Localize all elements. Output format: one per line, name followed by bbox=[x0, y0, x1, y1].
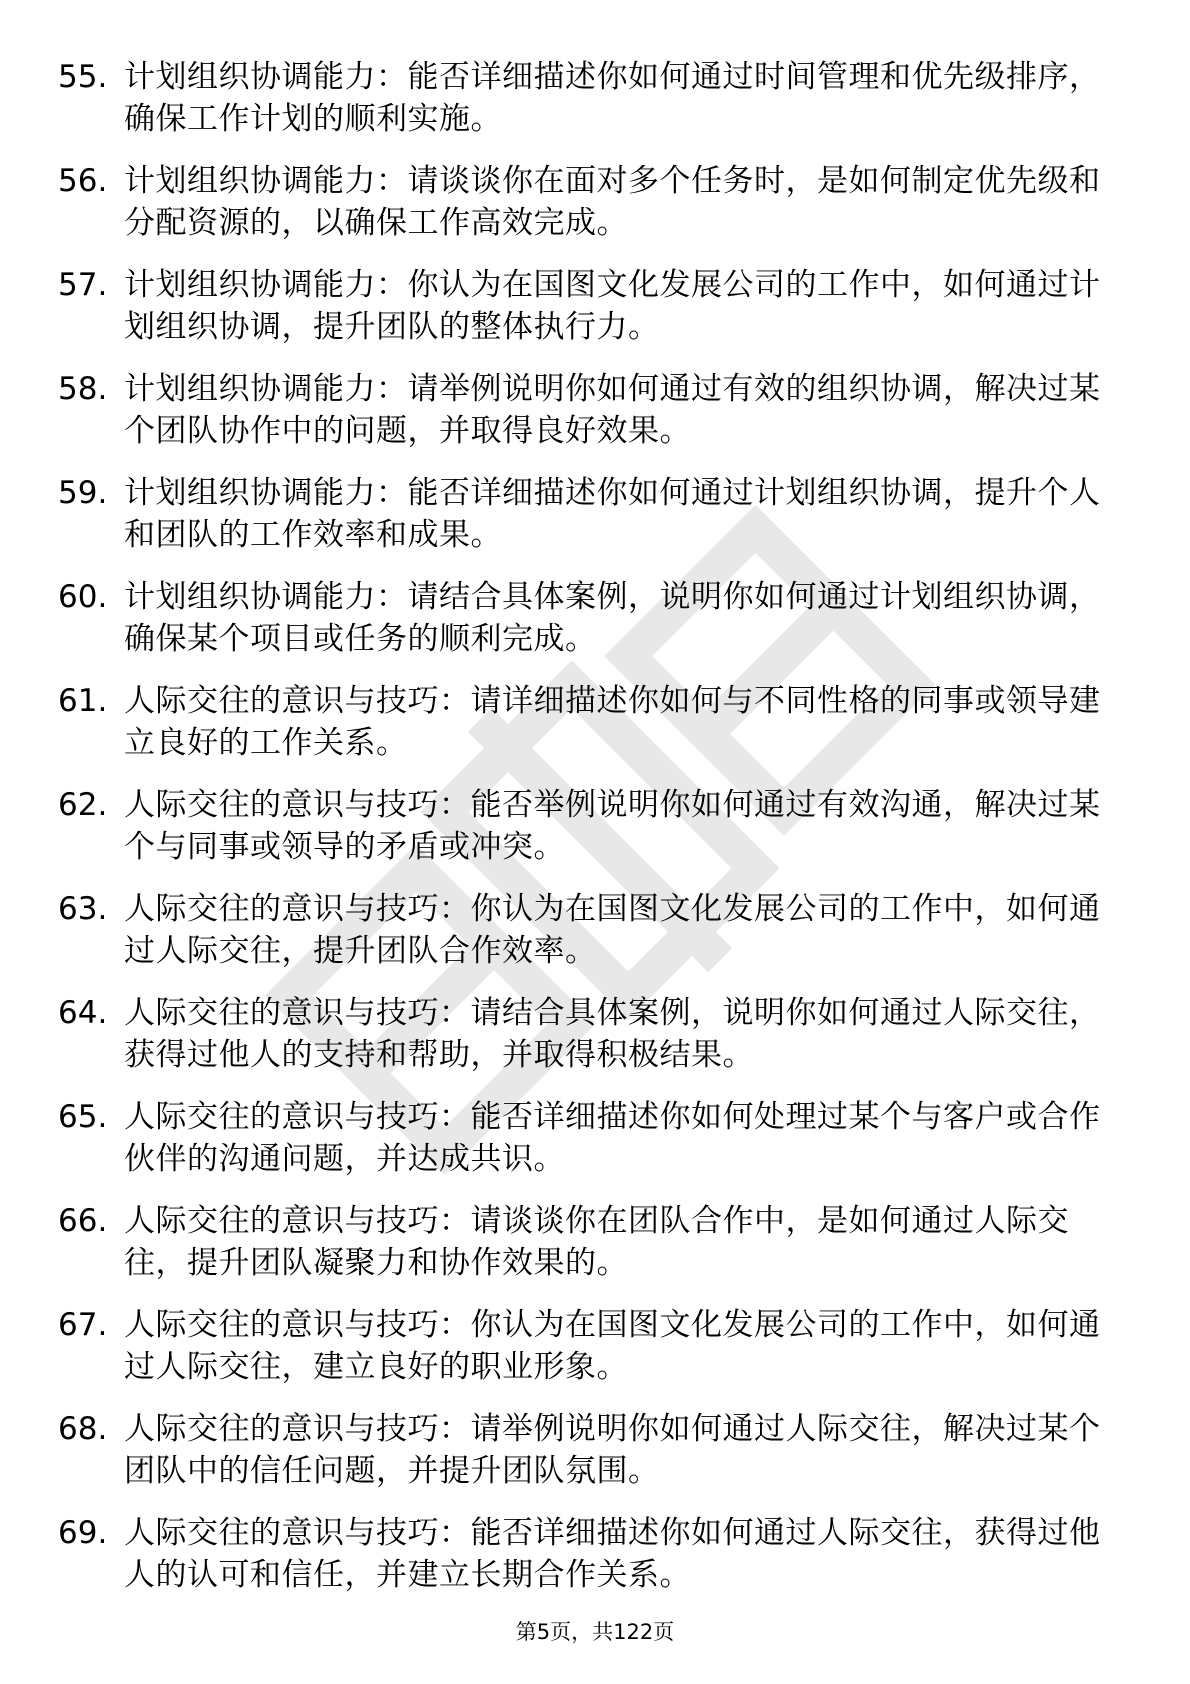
question-item bbox=[58, 368, 1110, 472]
question-number: 68. bbox=[58, 1411, 108, 1447]
question-number: 57. bbox=[58, 267, 108, 303]
question-list bbox=[58, 56, 1110, 1616]
question-item bbox=[58, 1200, 1110, 1304]
question-item bbox=[58, 576, 1110, 680]
question-number: 66. bbox=[58, 1203, 108, 1239]
question-item bbox=[58, 888, 1110, 992]
question-number: 65. bbox=[58, 1099, 108, 1135]
question-item bbox=[58, 1304, 1110, 1408]
question-item bbox=[58, 992, 1110, 1096]
question-text: 人际交往的意识与技巧：请谈谈你在团队合作中，是如何通过人际交往，提升团队凝聚力和协作效果的。 bbox=[124, 1203, 1069, 1281]
question-item bbox=[58, 680, 1110, 784]
question-number: 64. bbox=[58, 995, 108, 1031]
question-text: 人际交往的意识与技巧：请结合具体案例，说明你如何通过人际交往，获得过他人的支持和帮助，并取得积极结果。 bbox=[124, 995, 1101, 1073]
question-text: 计划组织协调能力：请举例说明你如何通过有效的组织协调，解决过某个团队协作中的问题，并取得良好效果。 bbox=[124, 371, 1101, 449]
question-item bbox=[58, 56, 1110, 160]
question-text: 计划组织协调能力：你认为在国图文化发展公司的工作中，如何通过计划组织协调，提升团队的整体执行力。 bbox=[124, 267, 1101, 345]
question-item bbox=[58, 1096, 1110, 1200]
question-text: 计划组织协调能力：能否详细描述你如何通过计划组织协调，提升个人和团队的工作效率和成果。 bbox=[124, 475, 1101, 553]
question-number: 55. bbox=[58, 59, 108, 95]
question-text: 计划组织协调能力：请谈谈你在面对多个任务时，是如何制定优先级和分配资源的，以确保工作高效完成。 bbox=[124, 163, 1101, 241]
question-text: 人际交往的意识与技巧：请举例说明你如何通过人际交往，解决过某个团队中的信任问题，并提升团队氛围。 bbox=[124, 1411, 1101, 1489]
question-number: 67. bbox=[58, 1307, 108, 1343]
question-text: 计划组织协调能力：请结合具体案例，说明你如何通过计划组织协调，确保某个项目或任务的顺利完成。 bbox=[124, 579, 1101, 657]
question-text: 人际交往的意识与技巧：能否举例说明你如何通过有效沟通，解决过某个与同事或领导的矛盾或冲突。 bbox=[124, 787, 1101, 865]
question-item bbox=[58, 1408, 1110, 1512]
question-number: 59. bbox=[58, 475, 108, 511]
question-number: 62. bbox=[58, 787, 108, 823]
question-item bbox=[58, 472, 1110, 576]
question-item bbox=[58, 160, 1110, 264]
question-number: 58. bbox=[58, 371, 108, 407]
question-text: 人际交往的意识与技巧：请详细描述你如何与不同性格的同事或领导建立良好的工作关系。 bbox=[124, 683, 1101, 761]
question-item bbox=[58, 784, 1110, 888]
question-text: 计划组织协调能力：能否详细描述你如何通过时间管理和优先级排序，确保工作计划的顺利实施。 bbox=[124, 59, 1101, 137]
question-number: 60. bbox=[58, 579, 108, 615]
question-number: 61. bbox=[58, 683, 108, 719]
page-number-footer: 第5页，共122页 bbox=[515, 1620, 675, 1644]
question-item bbox=[58, 1512, 1110, 1616]
question-number: 69. bbox=[58, 1515, 108, 1551]
question-text: 人际交往的意识与技巧：能否详细描述你如何处理过某个与客户或合作伙伴的沟通问题，并达成共识。 bbox=[124, 1099, 1101, 1177]
question-text: 人际交往的意识与技巧：能否详细描述你如何通过人际交往，获得过他人的认可和信任，并建立长期合作关系。 bbox=[124, 1515, 1101, 1593]
question-number: 56. bbox=[58, 163, 108, 199]
question-text: 人际交往的意识与技巧：你认为在国图文化发展公司的工作中，如何通过人际交往，提升团队合作效率。 bbox=[124, 891, 1101, 969]
question-number: 63. bbox=[58, 891, 108, 927]
question-item bbox=[58, 264, 1110, 368]
question-text: 人际交往的意识与技巧：你认为在国图文化发展公司的工作中，如何通过人际交往，建立良好的职业形象。 bbox=[124, 1307, 1101, 1385]
